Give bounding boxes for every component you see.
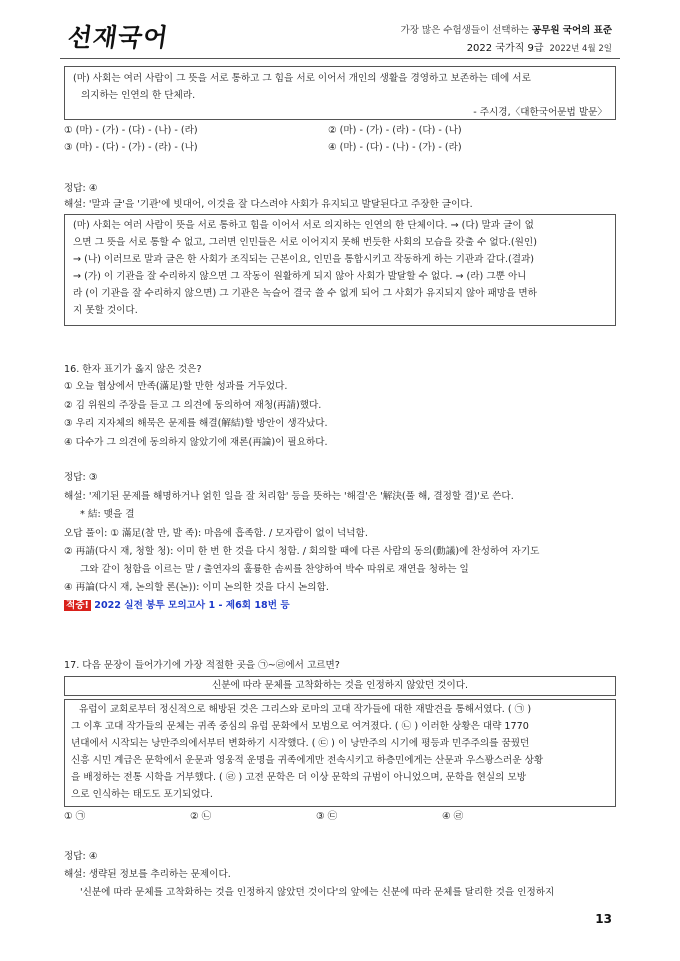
page-number: 13 — [595, 912, 612, 926]
q16-option-1[interactable]: ① 오늘 협상에서 만족(滿足)할 만한 성과를 거두었다. — [64, 381, 288, 392]
q15-option-2[interactable]: ② (마) - (가) - (라) - (다) - (나) — [328, 125, 462, 136]
q15-option-4[interactable]: ④ (마) - (다) - (나) - (가) - (라) — [328, 142, 462, 153]
q17-given-sentence: 신분에 따라 문체를 고착화하는 것을 인정하지 않았던 것이다. — [211, 680, 469, 691]
q16-wrong-answer: ② 再請(다시 재, 청할 청): 이미 한 번 한 것을 다시 청함. / 회의할 때에 다른 사람의 동의(動議)에 찬성하여 자기도 — [64, 546, 540, 557]
q17-explanation-2: '신분에 따라 문체를 고착화하는 것을 인정하지 않았던 것이다'의 앞에는 신분에 따라 문체를 달리한 것을 인정하지 — [80, 887, 555, 898]
q17-option-1[interactable]: ① ㉠ — [64, 811, 86, 822]
q17-answer: 정답: ④ — [64, 851, 98, 862]
header-tagline — [401, 22, 612, 36]
q15-option-1[interactable]: ① (마) - (가) - (다) - (나) - (라) — [64, 125, 198, 136]
tagline-bold: 공무원 국어의 표준 — [531, 25, 612, 36]
q17-passage-line: 으로 인식하는 태도도 포기되었다. — [71, 789, 213, 800]
q17-passage-line: 유럽이 교회로부터 정신적으로 해방된 것은 그리스와 로마의 고대 작가들에 대한 재발견을 통해서였다. ( ㉠ ) — [79, 704, 532, 715]
q17-passage-line: 년대에서 시작되는 낭만주의에서부터 변화하기 시작했다. ( ㉢ ) 이 낭만주의 시기에 평등과 민주주의를 꿈꿨던 — [71, 738, 530, 749]
exp-box-line: → (가) 이 기관을 잘 수리하지 않으면 그 작동이 원활하게 되지 않아 사회가 발달할 수 없다. → (라) 그뿐 아니 — [73, 271, 527, 282]
q16-wrong-answer: 오답 풀이: ① 滿足(찰 만, 발 족): 마음에 흡족함. / 모자람이 없이 넉넉함. — [64, 528, 368, 539]
exam-title: 2022 국가직 9급 — [466, 43, 544, 54]
q15-passage-line: 의지하는 인연의 한 단체라. — [81, 90, 196, 101]
q16-answer: 정답: ③ — [64, 472, 98, 483]
q15-explanation-box — [64, 214, 616, 326]
q17-option-2[interactable]: ② ㉡ — [190, 811, 212, 822]
q16-option-3[interactable]: ③ 우리 지자체의 해묵은 문제를 해결(解結)할 방안이 생각났다. — [64, 418, 328, 429]
q17-passage-line: 그 이후 고대 작가들의 문체는 귀족 중심의 유럽 문화에서 모범으로 여겨졌다. ( ㉡ ) 이러한 상황은 대략 1770 — [71, 721, 529, 732]
exp-box-line: 으면 그 뜻을 서로 통할 수 없고, 그러면 인민들은 서로 이어지지 못해 번듯한 사회의 모습을 갖출 수 없다.(원인) — [73, 237, 537, 248]
exam-date: 2022년 4월 2일 — [549, 44, 612, 54]
q16-question: 16. 한자 표기가 옳지 않은 것은? — [64, 364, 202, 375]
q17-explanation: 해설: 생략된 정보를 추리하는 문제이다. — [64, 869, 231, 880]
q15-passage-line: (마) 사회는 여러 사람이 그 뜻을 서로 통하고 그 힘을 서로 이어서 개인의 생활을 경영하고 보존하는 데에 서로 — [73, 73, 531, 84]
q16-wrong-answer: ④ 再論(다시 재, 논의할 론(논)): 이미 논의한 것을 다시 논의함. — [64, 582, 329, 593]
exp-box-line: → (나) 이러므로 말과 글은 한 사회가 조직되는 근본이요, 인민을 통합시키고 작동하게 하는 기관과 같다.(결과) — [73, 254, 535, 265]
q17-option-3[interactable]: ③ ㉢ — [316, 811, 338, 822]
q17-option-4[interactable]: ④ ㉣ — [442, 811, 464, 822]
q17-passage-box — [64, 699, 616, 807]
q15-option-3[interactable]: ③ (마) - (다) - (가) - (라) - (나) — [64, 142, 198, 153]
q16-wrong-answer: 그와 같이 청함을 이르는 말 / 출연자의 훌륭한 솜씨를 찬양하여 박수 따위로 재연을 청하는 일 — [80, 564, 469, 575]
q16-option-2[interactable]: ② 김 위원의 주장을 듣고 그 의견에 동의하여 재청(再請)했다. — [64, 400, 322, 411]
source-tag: 적중! — [66, 600, 89, 611]
q16-option-4[interactable]: ④ 다수가 그 의견에 동의하지 않았기에 재론(再論)이 필요하다. — [64, 437, 328, 448]
exam-info — [467, 39, 612, 54]
q17-passage-line: 신흥 시민 계급은 문학에서 운문과 영웅적 운명을 귀족에게만 전속시키고 하층민에게는 산문과 우스꽝스러운 상황 — [71, 755, 544, 766]
header-divider — [60, 58, 620, 59]
q15-explanation: 해설: '말과 글'을 '기관'에 빗대어, 이것을 잘 다스려야 사회가 유지되고 발달된다고 주장한 글이다. — [64, 199, 473, 210]
exp-box-line: 라 (이 기관을 잘 수리하지 않으면) 그 기관은 녹슬어 결국 쓸 수 없게 되어 그 사회가 유지되지 않아 패망을 면하 — [73, 288, 537, 299]
q17-given-sentence-box — [64, 676, 616, 696]
q15-citation: - 주시경,〈대한국어문법 발문〉 — [473, 107, 607, 118]
tagline-prefix: 가장 많은 수험생들이 선택하는 — [400, 25, 529, 36]
q17-passage-line: 을 배정하는 전통 시학을 거부했다. ( ㉣ ) 고전 문학은 더 이상 문학의 규범이 아니었으며, 문학을 현실의 모방 — [71, 772, 526, 783]
exp-box-line: 지 못할 것이다. — [73, 305, 138, 316]
q16-explanation: 해설: '제기된 문제를 해명하거나 얽힌 일을 잘 처리함' 등을 뜻하는 '해결'은 '解決(풀 해, 결정할 결)'로 쓴다. — [64, 491, 514, 502]
brand-logo: 선재국어 — [65, 23, 171, 52]
q17-question: 17. 다음 문장이 들어가기에 가장 적절한 곳을 ㉠~㉣에서 고르면? — [64, 660, 340, 671]
q15-answer: 정답: ④ — [64, 183, 98, 194]
exp-box-line: (마) 사회는 여러 사람이 뜻을 서로 통하고 힘을 이어서 서로 의지하는 인연의 한 단체이다. → (다) 말과 글이 없 — [73, 220, 534, 231]
q16-note: * 結: 맺을 결 — [80, 509, 135, 520]
source-text: 2022 실전 봉투 모의고사 1 - 제6회 18번 등 — [94, 600, 290, 611]
q15-passage-box — [64, 66, 616, 120]
q16-source[interactable] — [64, 597, 290, 614]
